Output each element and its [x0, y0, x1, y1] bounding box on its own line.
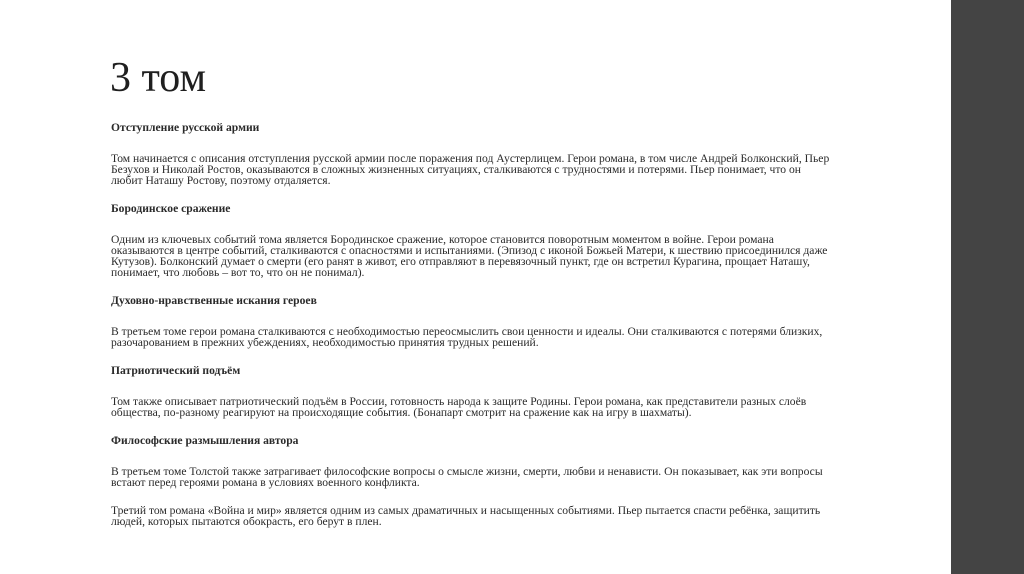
section-heading: Бородинское сражение [111, 202, 231, 215]
section-paragraph: В третьем томе герои романа сталкиваются с необходимостью переосмыслить свои ценности и идеалы. Они сталкиваются с потерями близких, разочарованием в прежних убеждениях, необходимостью принятия трудных решений. [111, 325, 823, 349]
section-heading: Отступление русской армии [111, 121, 260, 134]
section-heading: Философские размышления автора [111, 434, 299, 447]
section-paragraph: Одним из ключевых событий тома является Бородинское сражение, которое становится поворотным моментом в войне. Герои романа оказываются в центре событий, сталкиваются с опасностями и испытаниями. (Эпизод с иконой Божьей Матери, к шествию присоединился даже Кутузов). Болконский думает о смерти (его ранят в живот, его отправляют в перевязочный пункт, где он встретил Курагина, прощает Наташу, понимает, что любовь – вот то, что он не понимал). [111, 233, 828, 279]
section-paragraph: Третий том романа «Война и мир» является одним из самых драматичных и насыщенных событиями. Пьер пытается спасти ребёнка, защитить людей, которых пытаются обокрасть, его берут в плен. [111, 504, 821, 528]
section-paragraph: Том начинается с описания отступления русской армии после поражения под Аустерлицем. Герои романа, в том числе Андрей Болконский, Пьер Безухов и Николай Ростов, оказываются в сложных жизненных ситуациях, сталкиваются с трудностями и потерями. Пьер понимает, что он любит Наташу Ростову, поэтому отдаляется. [111, 152, 830, 187]
slide-title: 3 том [110, 55, 207, 101]
section-paragraph: В третьем томе Толстой также затрагивает философские вопросы о смысле жизни, смерти, любви и ненависти. Он показывает, как эти вопросы встают перед героями романа в условиях военного конфликта. [111, 465, 823, 489]
section-heading: Духовно-нравственные искания героев [111, 294, 317, 307]
slide-content [111, 122, 831, 527]
section-paragraph: Том также описывает патриотический подъём в России, готовность народа к защите Родины. Герои романа, как представители разных слоёв общества, по-разному реагируют на происходящие события. (Бонапарт смотрит на сражение как на игру в шахматы). [111, 395, 807, 419]
right-side-bar [951, 0, 1024, 574]
section-heading: Патриотический подъём [111, 364, 241, 377]
